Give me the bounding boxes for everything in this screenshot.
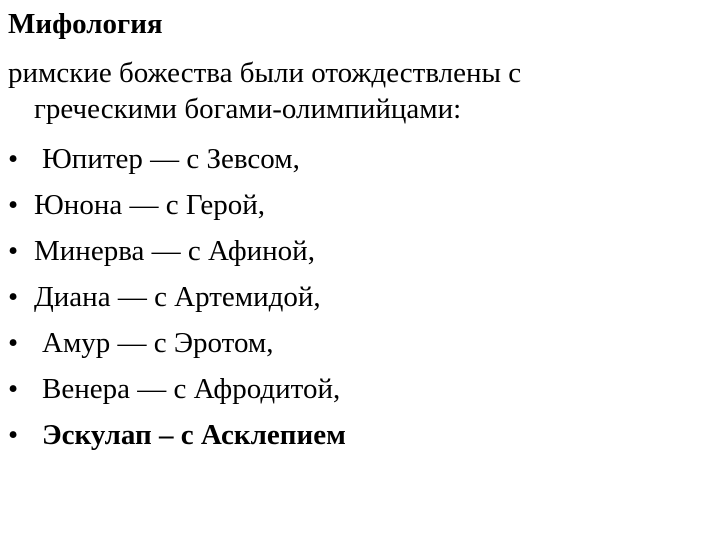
intro-text [8, 55, 708, 127]
list-item-text: Амур — с Эротом, [42, 327, 274, 359]
bullet-icon: • [8, 189, 19, 221]
bullet-icon: • [8, 419, 19, 451]
intro-line-1: римские божества были отождествлены с [8, 57, 522, 89]
bullet-icon: • [8, 235, 19, 267]
bullet-icon: • [8, 327, 19, 359]
intro-line-2: греческими богами-олимпийцами: [34, 93, 462, 125]
bullet-icon: • [8, 281, 19, 313]
bullet-icon: • [8, 143, 19, 175]
bullet-icon: • [8, 373, 19, 405]
list-item-text: Юпитер — с Зевсом, [42, 143, 300, 175]
list-item-text: Диана — с Артемидой, [34, 281, 321, 313]
list-item-text: Минерва — с Афиной, [34, 235, 315, 267]
slide-title: Мифология [8, 8, 163, 40]
list-item-text: Эскулап – с Асклепием [42, 419, 346, 451]
list-item-text: Юнона — с Герой, [34, 189, 266, 221]
list-item-text: Венера — с Афродитой, [42, 373, 341, 405]
